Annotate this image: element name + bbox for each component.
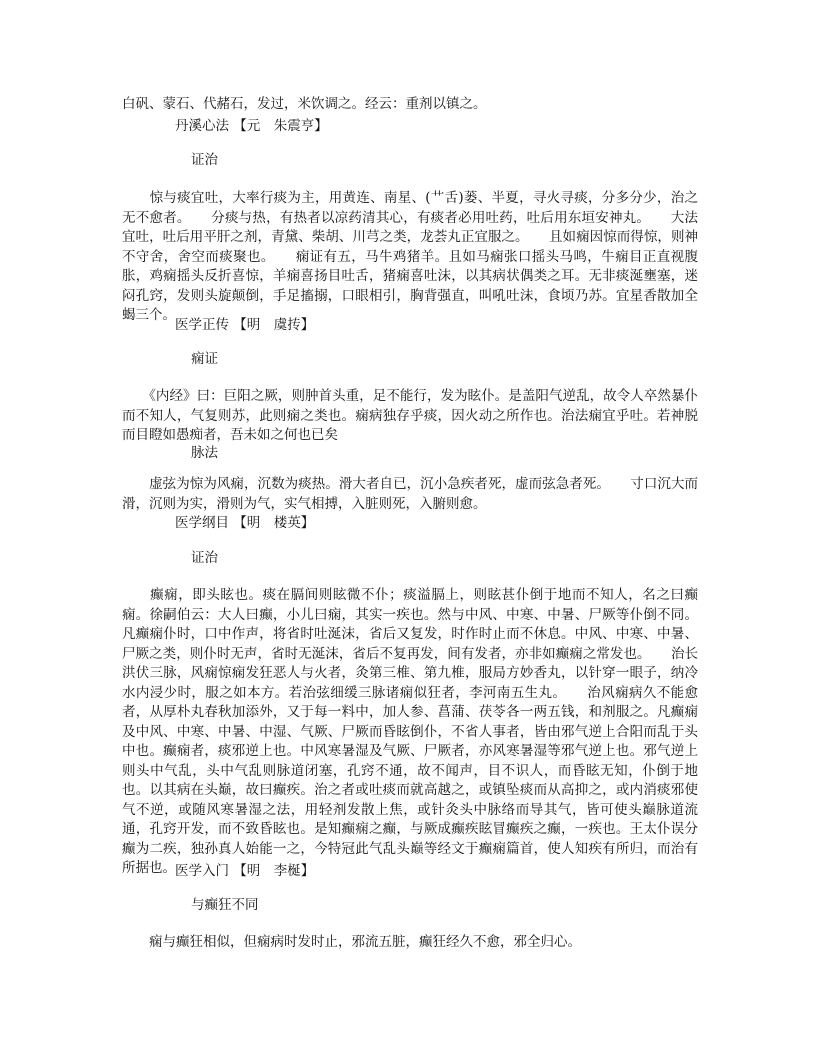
source-yixue-rumen: 医学入门 【明 李梴】	[175, 863, 315, 879]
paragraph-neijing: 《内经》曰：巨阳之厥，则肿首头重，足不能行，发为眩仆。是盖阳气逆乱，故令人卒然暴仆而不知人，气复则苏，此则痫之类也。痫病独存乎痰，因火动之所作也。治法痫宜乎吐。若神脱而目瞪如愚痴者，吾未如之何也已矣	[122, 388, 698, 443]
paragraph-dianxian: 癫痫，即头眩也。痰在膈间则眩微不仆；痰溢膈上，则眩甚仆倒于地而不知人，名之曰癫痫。徐嗣伯云：大人曰癫，小儿曰痫，其实一疾也。然与中风、中寒、中暑、尸厥等仆倒不同。凡癫痫仆时，口中作声，将省时吐涎沫，省后又复发，时作时止而不休息。中风、中寒、中暑、尸厥之类，则仆时无声，省时无涎沫，省后不复再发，间有发者，亦非如癫痫之常发也。 治长洪伏三脉，风痫惊痫发狂恶人与火者，灸第三椎、第九椎，服局方妙香丸，以针穿一眼子，纳冷水内浸少时，服之如本方。若治弦细缓三脉诸痫似狂者，李河南五生丸。 治风痫病久不能愈者，从厚朴丸春秋加添外，又于每一料中，加人参、菖蒲、茯苓各一两五钱，和剂服之。凡癫痫及中风、中寒、中暑、中湿、气厥、尸厥而昏眩倒仆，不省人事者，皆由邪气逆上合阳而乱于头中也。癫痫者，痰邪逆上也。中风寒暑湿及气厥、尸厥者，亦风寒暑湿等邪气逆上也。邪气逆上则头中气乱，头中气乱则脉道闭塞，孔窍不通，故不闻声，目不识人，而昏眩无知，仆倒于地也。以其病在头巅，故曰癫疾。治之者或吐痰而就高越之，或镇坠痰而从高抑之，或内消痰邪使气不逆，或随风寒暑湿之法，用轻剂发散上焦，或针灸头中脉络而导其气，皆可使头巅脉道流通，孔窍开发，而不致昏眩也。是知癫痫之癫，与厥成癫疾眩冒癫疾之癫，一疾也。王太仆误分癫为二疾，独孙真人始能一之，今特冠此气乱头巅等经文于癫痫篇首，使人知疾有所归，而治有所据也。	[122, 587, 698, 876]
paragraph-jing-yu-tan: 惊与痰宜吐，大率行痰为主，用黄连、南星、(艹舌)蒌、半夏，寻火寻痰，分多分少，治之无不愈者。 分痰与热，有热者以凉药清其心，有痰者必用吐药，吐后用东垣安神丸。 大法宜吐，吐后用平肝之剂，青黛、柴胡、川芎之类，龙荟丸正宜服之。 且如痫因惊而得惊，则神不守舍，舍空而痰聚也。 痫证有五，马牛鸡猪羊。且如马痫张口摇头马鸣，牛痫目正直视腹胀，鸡痫摇头反折喜惊，羊痫喜扬目吐舌，猪痫喜吐沫，以其病状偶类之耳。无非痰涎壅塞，迷闷孔窍，发则头旋颠倒，手足搐搦，口眼相引，胸背强直，叫吼吐沫，食顷乃苏。宜星香散加全蝎三个。	[122, 190, 698, 323]
source-yixue-zhengzhuan: 医学正传 【明 虞抟】	[175, 317, 315, 333]
heading-zhengzhi-2: 证治	[191, 550, 218, 566]
heading-yu-dian-kuang-bu-tong: 与癫狂不同	[191, 897, 259, 913]
source-danxi-xinfa: 丹溪心法 【元 朱震亨】	[175, 118, 328, 134]
source-yixue-gangmu: 医学纲目 【明 楼英】	[175, 515, 315, 531]
paragraph-maifa: 虚弦为惊为风痫，沉数为痰热。滑大者自已，沉小急疾者死，虚而弦急者死。 寸口沉大而滑，沉则为实，滑则为气，实气相搏，入脏则死，入腑则愈。	[122, 476, 698, 512]
heading-xianzheng: 痫证	[191, 351, 218, 367]
heading-maifa: 脉法	[191, 445, 218, 461]
text-fragment-top: 白矾、蒙石、代赭石，发过，米饮调之。经云：重剂以镇之。	[122, 96, 487, 112]
paragraph-xian-yu-dian-kuang: 痫与癫狂相似，但痫病时发时止，邪流五脏，癫狂经久不愈，邪全归心。	[122, 934, 581, 950]
heading-zhengzhi-1: 证治	[191, 152, 218, 168]
